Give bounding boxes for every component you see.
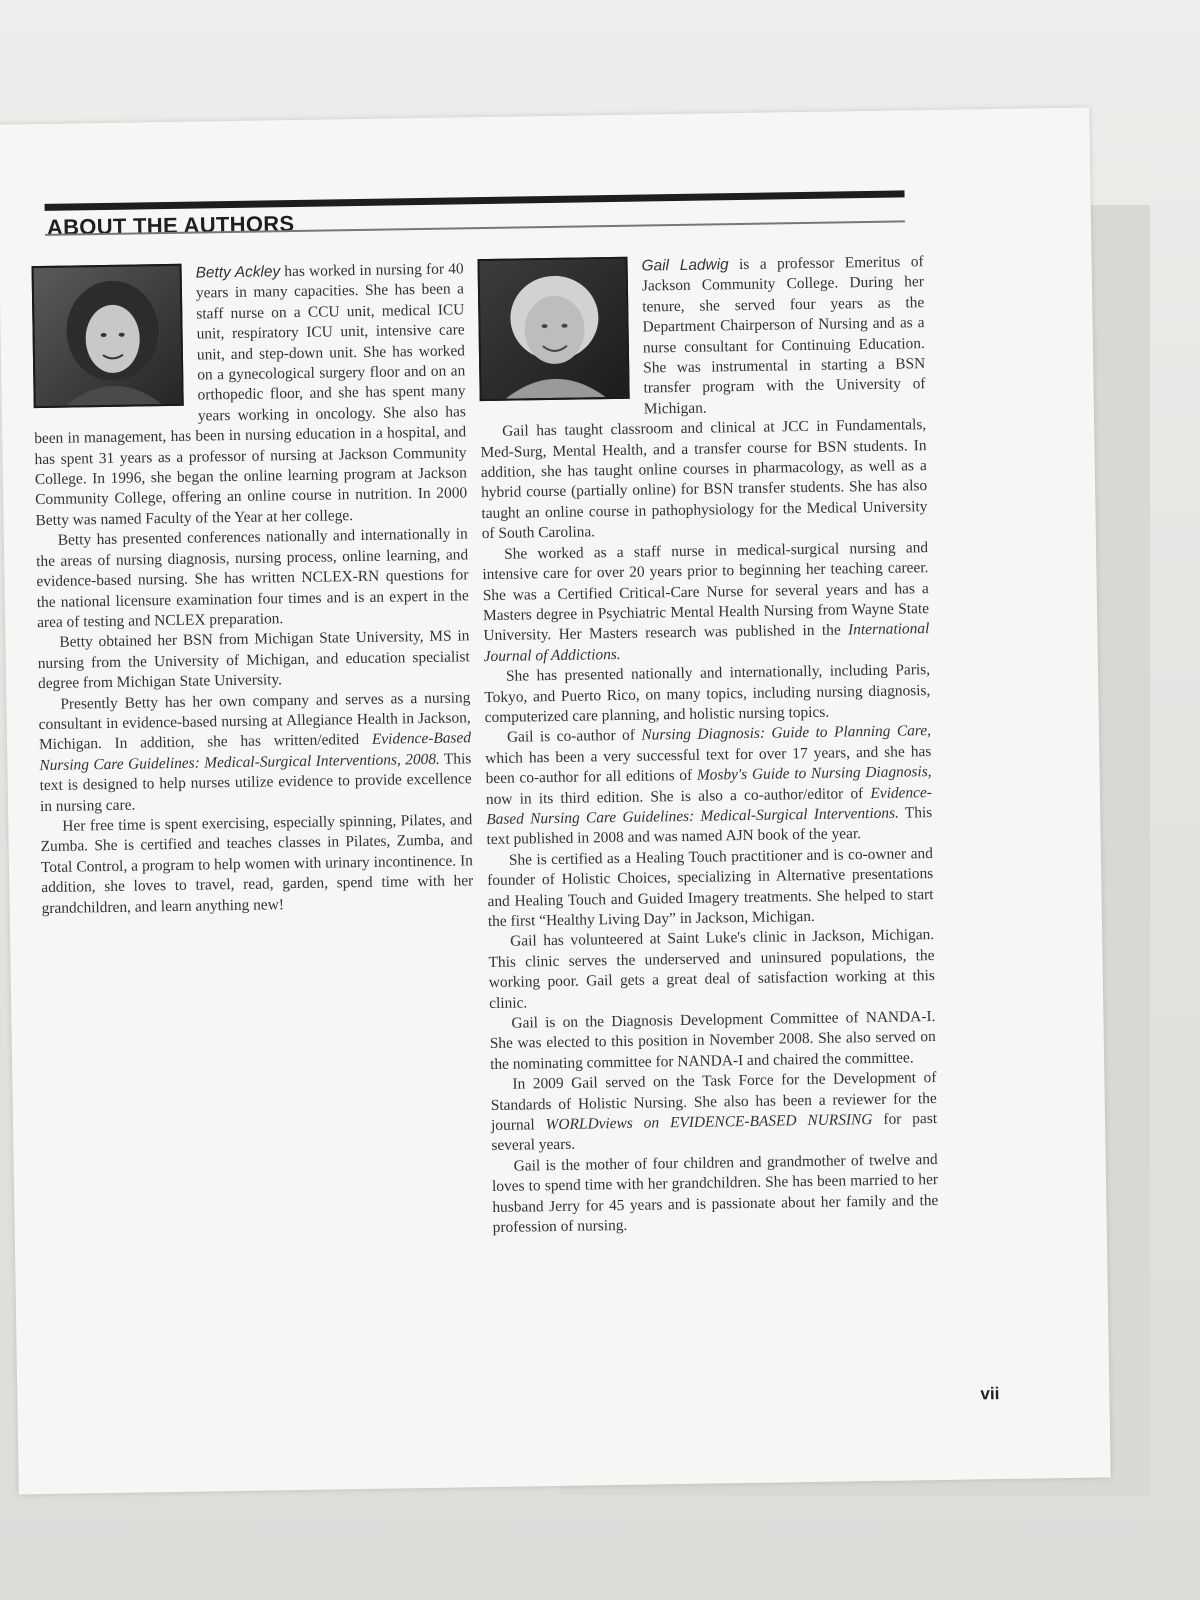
book-title: Mosby's Guide to Nursing Diagnosis,	[696, 763, 932, 784]
journal-title: International Journal of Addictions.	[483, 620, 930, 665]
betty-paragraph: Betty obtained her BSN from Michigan State University, MS in nursing from the University of Michigan, and education specialist degree from Michigan State University.	[37, 627, 470, 693]
gail-name: Gail Ladwig	[641, 256, 729, 275]
gail-column	[477, 252, 938, 1238]
betty-paragraph: Betty has presented conferences nationally and internationally in the areas of nursing diagnosis, nursing process, online learning, and evidence-based nursing. She has written NCLEX-RN questions for the national licensure examination four times and is an expert in the area of testing and NCLEX preparation.	[36, 525, 469, 632]
book-title: Evidence-Based Nursing Care Guidelines: Medical-Surgical Interventions.	[486, 783, 933, 829]
betty-name: Betty Ackley	[195, 263, 281, 282]
book-title: Nursing Diagnosis: Guide to Planning Care,	[641, 722, 932, 744]
betty-paragraph: Presently Betty has her own company and serves as a nursing consultant in evidence-based nursing at Allegiance Health in Jackson, Michigan. In addition, she has written/edited Evidence-Based Nursing Care Guidelines: Medical-Surgical Interventions, 2008. This text is designed to help nurses utilize evidence to provide excellence in nursing care.	[38, 688, 472, 815]
gail-paragraph: Gail is co-author of Nursing Diagnosis: Guide to Planning Care, which has been a very successful text for over 17 years, and she has been co-author for all editions of Mosby's Guide to Nursing Diagnosis, now in its third edition. She is also a co-author/editor of Evidence-Based Nursing Care Guidelines: Medical-Surgical Interventions. This text published in 2008 and was named AJN book of the year.	[485, 722, 933, 849]
betty-paragraph: Betty Ackley has worked in nursing for 40 years in many capacities. She has been a staff nurse on a CCU unit, medical ICU unit, respiratory ICU unit, intensive care unit, and step-down unit. She has worked on a gynecological surgery floor and on an orthopedic floor, and she has spent many years working in oncology. She also has been in management, has been in nursing education in a hospital, and has spent 31 years as a professor of nursing at Jackson Community College. In 1996, she began the online learning program at Jackson Community College, offering an online course in nutrition. In 2000 Betty was named Faculty of the Year at her college.	[34, 260, 468, 529]
betty-paragraph: Her free time is spent exercising, especially spinning, Pilates, and Zumba. She is certified and teaches classes in Pilates, Zumba, and Total Control, a program to help women with urinary incontinence. In addition, she loves to travel, read, garden, spend time with her grandchildren, and learn anything new!	[40, 811, 474, 917]
gail-paragraph: Gail is the mother of four children and grandmother of twelve and loves to spend time with her grandchildren. She has been married to her husband Jerry for 45 years and is passionate about her family and the profession of nursing.	[491, 1150, 939, 1237]
gail-paragraph: Gail has taught classroom and clinical at JCC in Fundamentals, Med-Surg, Mental Health, and a transfer course for BSN students. In addition, she has taught online courses in pharmacology, as well as a hybrid course (partially online) for BSN transfer students. She has also taught an online course in pathophysiology for the Medical University of South Carolina.	[480, 416, 928, 543]
gail-paragraph: Gail Ladwig is a professor Emeritus of Jackson Community College. During her tenure, she served four years as the Department Chairperson of Nursing and as a nurse consultant for Continuing Education. She was instrumental in starting a BSN transfer program with the University of Michigan.	[641, 253, 926, 418]
gail-paragraph: She has presented nationally and internationally, including Paris, Tokyo, and Puerto Rico, on many topics, including nursing diagnosis, computerized care planning, and holistic nursing topics.	[484, 661, 931, 727]
betty-column	[32, 259, 474, 919]
heading-rule-thick	[45, 190, 905, 211]
book-page	[0, 108, 1111, 1495]
gail-paragraph: Gail is on the Diagnosis Development Committee of NANDA-I. She was elected to this position in November 2008. She also served on the nominating committee for NANDA-I and chaired the committee.	[489, 1008, 936, 1073]
journal-title: WORLDviews on EVIDENCE-BASED NURSING	[545, 1111, 873, 1134]
book-title: Evidence-Based Nursing Care Guidelines: Medical-Surgical Interventions, 2008.	[39, 729, 472, 774]
page-number: vii	[980, 1384, 1000, 1404]
gail-paragraph: Gail has volunteered at Saint Luke's clinic in Jackson, Michigan. This clinic serves the underserved and uninsured populations, the working poor. Gail gets a great deal of satisfaction working at this clinic.	[488, 926, 935, 1012]
betty-portrait-image	[32, 264, 184, 408]
gail-portrait-image	[477, 257, 629, 401]
section-heading: ABOUT THE AUTHORS	[46, 211, 295, 240]
gail-paragraph: She worked as a staff nurse in medical-surgical nursing and intensive care for over 20 years prior to beginning her teaching career. She was a Certified Critical-Care Nurse for several years and has a Masters degree in Psychiatric Mental Health Nursing from Wayne State University. Her Masters research was published in the International Journal of Addictions.	[482, 538, 930, 665]
gail-paragraph: In 2009 Gail served on the Task Force for the Development of Standards of Holistic Nursing. She also has been a reviewer for the journal WORLDviews on EVIDENCE-BASED NURSING for past several years.	[490, 1069, 938, 1155]
gail-paragraph: She is certified as a Healing Touch practitioner and is co-owner and founder of Holistic Choices, specializing in Alternative presentations and Healing Touch and Guided Imagery treatments. She helped to start the first “Healthy Living Day” in Jackson, Michigan.	[487, 844, 934, 931]
